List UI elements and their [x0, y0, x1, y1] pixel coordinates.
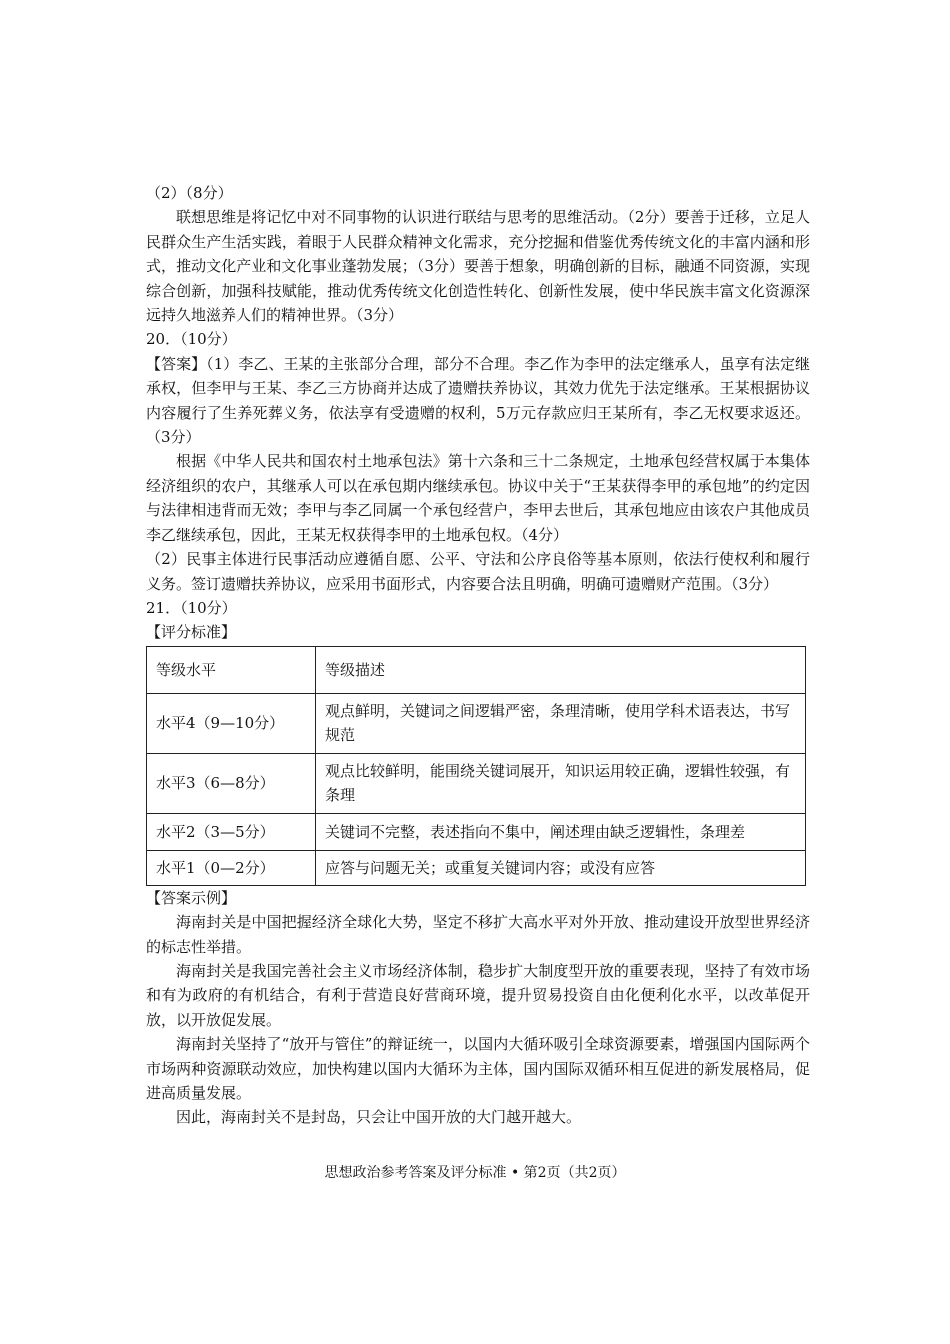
answer-content	[146, 181, 810, 1130]
level-cell: 水平1（0—2分）	[147, 850, 316, 885]
table-row	[147, 753, 806, 813]
level-cell: 水平4（9—10分）	[147, 693, 316, 753]
description-cell: 观点比较鲜明，能围绕关键词展开，知识运用较正确，逻辑性较强，有条理	[316, 753, 806, 813]
description-cell: 关键词不完整，表述指向不集中，阐述理由缺乏逻辑性，条理差	[316, 813, 806, 850]
page-footer: 思想政治参考答案及评分标准 • 第2页（共2页）	[324, 1165, 626, 1181]
table-row	[147, 693, 806, 753]
grading-table	[146, 646, 806, 886]
answer-example-label: 【答案示例】	[146, 888, 237, 907]
grading-criteria-label: 【评分标准】	[146, 623, 237, 642]
table-row	[147, 850, 806, 885]
question-21-heading: 21．（10分）	[146, 598, 237, 617]
answer-example-paragraph: 海南封关坚持了“放开与管住”的辩证统一，以国内大循环吸引全球资源要素，增强国内国际两个市场两种资源联动效应，加快构建以国内大循环为主体，国内国际双循环相互促进的新发展格局，促进高质量发展。	[146, 1035, 810, 1102]
question-20-answer-part1: 【答案】（1）李乙、王某的主张部分合理，部分不合理。李乙作为李甲的法定继承人，虽享有法定继承权，但李甲与王某、李乙三方协商并达成了遗赠扶养协议，其效力优先于法定继承。王某根据协议内容履行了生养死葬义务，依法享有受遗赠的权利，5万元存款应归王某所有，李乙无权要求返还。（3分）	[146, 354, 810, 447]
question-20-heading: 20．（10分）	[146, 330, 237, 349]
description-cell: 观点鲜明，关键词之间逻辑严密，条理清晰，使用学科术语表达，书写规范	[316, 693, 806, 753]
question-20-answer-part1-law: 根据《中华人民共和国农村土地承包法》第十六条和三十二条规定，土地承包经营权属于本集体经济组织的农户，其继承人可以在承包期内继续承包。协议中关于“王某获得李甲的承包地”的约定因与法律相违背而无效；李甲与李乙同属一个承包经营户，李甲去世后，其承包地应由该农户其他成员李乙继续承包，因此，王某无权获得李甲的土地承包权。（4分）	[146, 452, 810, 544]
header-description: 等级描述	[316, 646, 806, 693]
answer-example-paragraph: 海南封关是中国把握经济全球化大势，坚定不移扩大高水平对外开放、推动建设开放型世界经济的标志性举措。	[146, 913, 810, 956]
header-level: 等级水平	[147, 646, 316, 693]
answer-example-paragraph: 因此，海南封关不是封岛，只会让中国开放的大门越开越大。	[176, 1108, 582, 1127]
table-header-row	[147, 646, 806, 693]
section-2-paragraph: 联想思维是将记忆中对不同事物的认识进行联结与思考的思维活动。（2分）要善于迁移，立足人民群众生产生活实践，着眼于人民群众精神文化需求，充分挖掘和借鉴优秀传统文化的丰富内涵和形式，推动文化产业和文化事业蓬勃发展；（3分）要善于想象，明确创新的目标，融通不同资源，实现综合创新，加强科技赋能，推动优秀传统文化创造性转化、创新性发展，使中华民族丰富文化资源深远持久地滋养人们的精神世界。（3分）	[146, 208, 810, 325]
description-cell: 应答与问题无关；或重复关键词内容；或没有应答	[316, 850, 806, 885]
question-20-answer-part2: （2）民事主体进行民事活动应遵循自愿、公平、守法和公序良俗等基本原则，依法行使权利和履行义务。签订遗赠扶养协议，应采用书面形式，内容要合法且明确，明确可遗赠财产范围。（3分）	[146, 550, 810, 593]
section-2-heading: （2）（8分）	[146, 184, 233, 202]
table-row	[147, 813, 806, 850]
level-cell: 水平2（3—5分）	[147, 813, 316, 850]
answer-example-paragraph: 海南封关是我国完善社会主义市场经济体制，稳步扩大制度型开放的重要表现，坚持了有效市场和有为政府的有机结合，有利于营造良好营商环境，提升贸易投资自由化便利化水平，以改革促开放，以开放促发展。	[146, 961, 810, 1029]
level-cell: 水平3（6—8分）	[147, 753, 316, 813]
